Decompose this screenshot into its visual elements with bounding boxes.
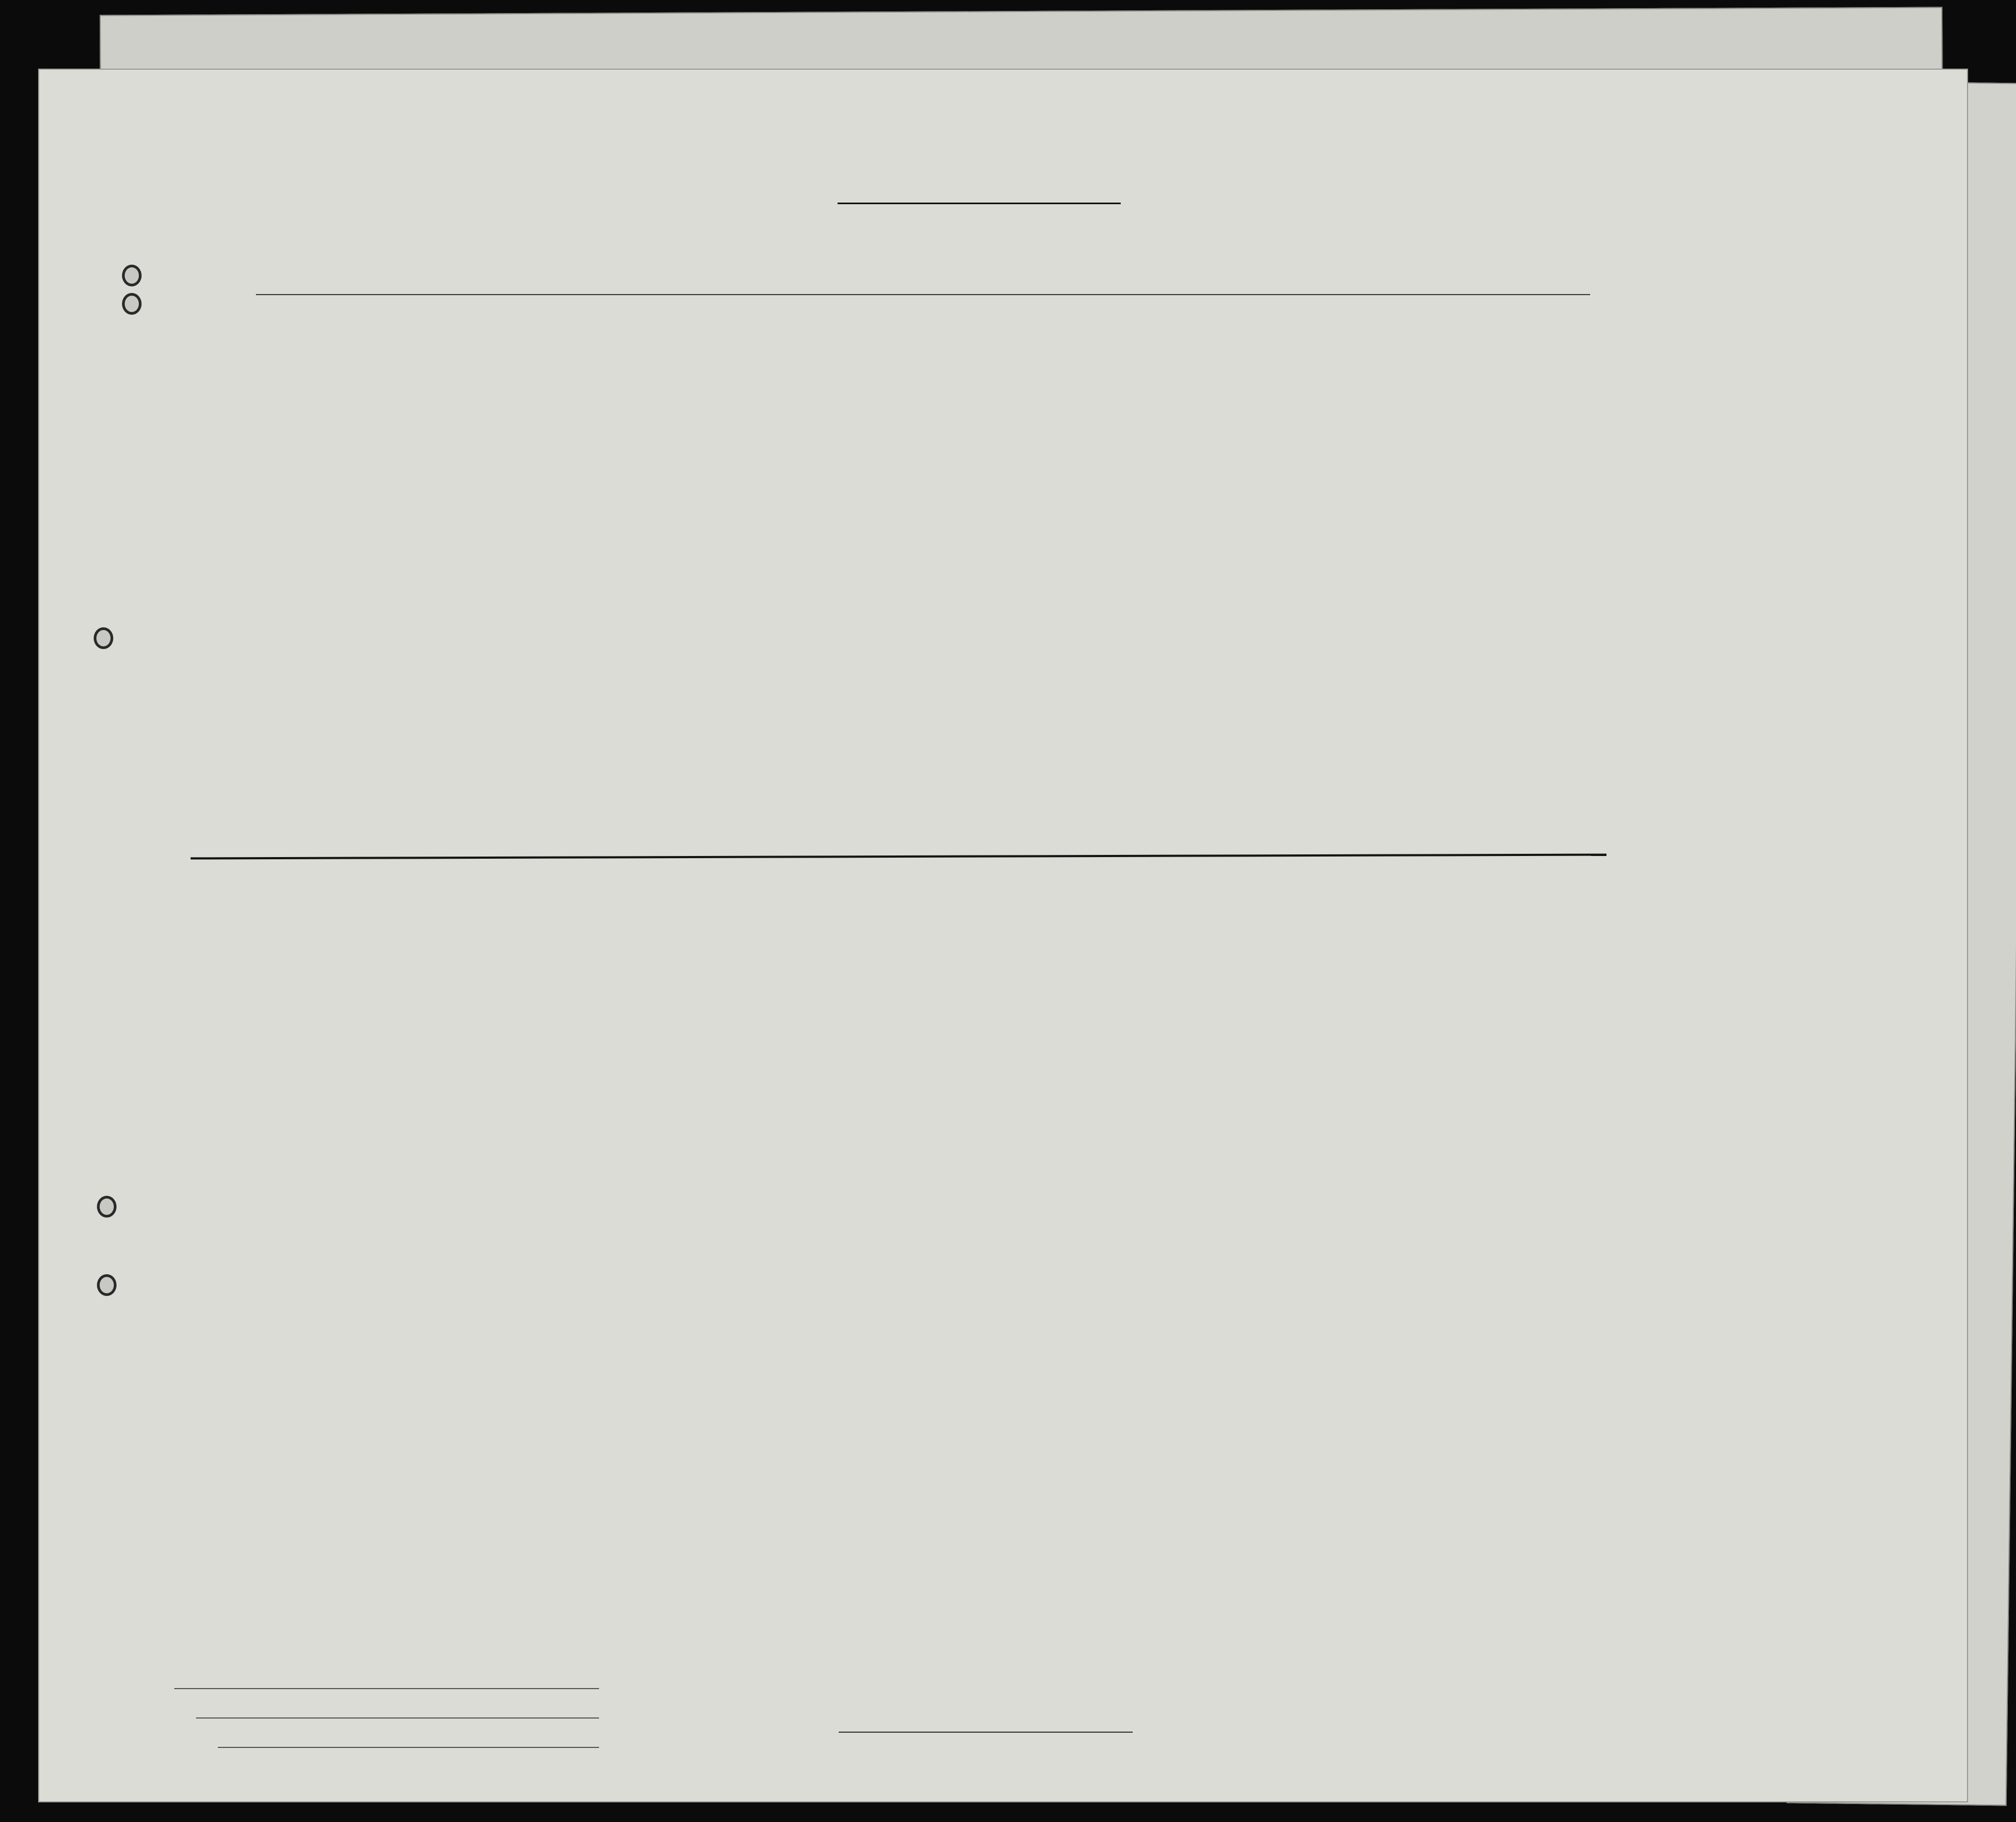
footer-owners-rule — [196, 1717, 599, 1719]
footer-agents-rule — [218, 1747, 599, 1748]
inspector-sign-line — [839, 1732, 1133, 1733]
footer-line-rule — [174, 1688, 599, 1689]
